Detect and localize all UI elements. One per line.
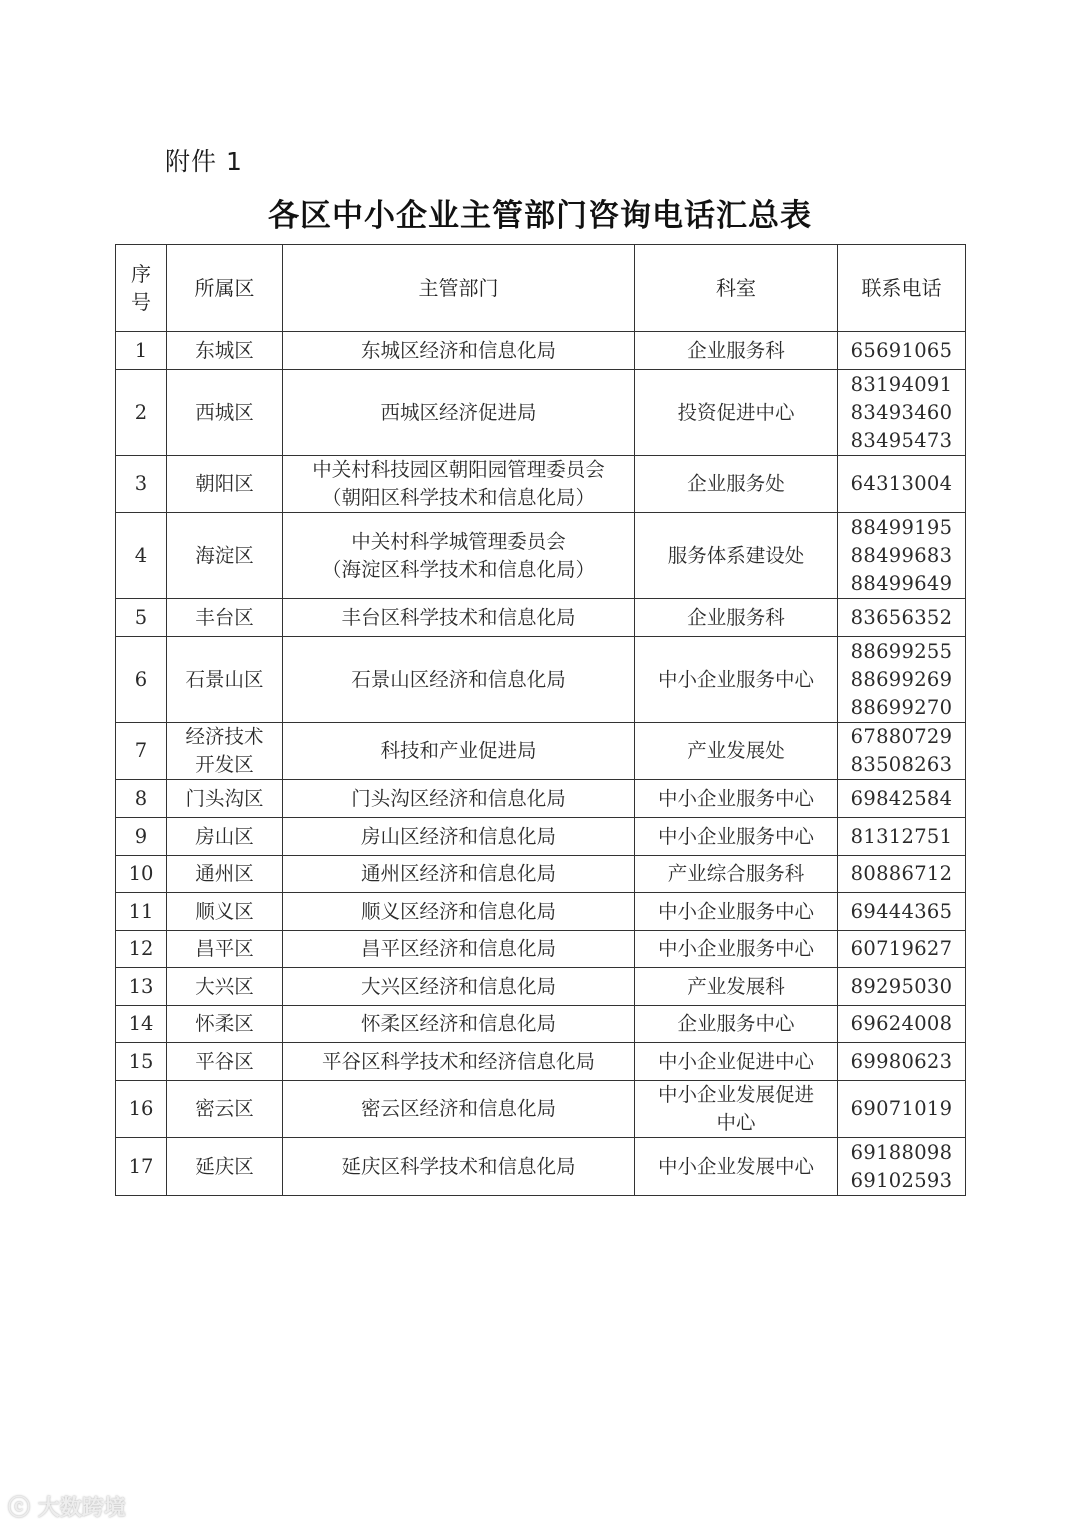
cell-office: 投资促进中心 — [635, 370, 838, 456]
cell-district: 丰台区 — [167, 599, 283, 637]
phone-number: 88499649 — [850, 571, 953, 595]
cell-phone — [838, 1006, 966, 1043]
phone-number: 69188098 — [850, 1140, 953, 1164]
table-row — [116, 1138, 966, 1196]
cell-index: 12 — [116, 931, 167, 968]
phone-number: 65691065 — [850, 338, 953, 362]
table-row — [116, 931, 966, 968]
cell-district: 门头沟区 — [167, 780, 283, 818]
cell-office: 中小企业服务中心 — [635, 780, 838, 818]
cell-department: 中关村科技园区朝阳园管理委员会 （朝阳区科学技术和信息化局） — [283, 456, 635, 513]
cell-office: 企业服务科 — [635, 332, 838, 370]
cell-phone — [838, 637, 966, 723]
header-phone: 联系电话 — [838, 245, 966, 332]
cell-phone — [838, 1081, 966, 1138]
cell-district: 石景山区 — [167, 637, 283, 723]
cell-department: 怀柔区经济和信息化局 — [283, 1006, 635, 1043]
cell-office: 中小企业服务中心 — [635, 931, 838, 968]
cell-phone — [838, 513, 966, 599]
cell-district: 通州区 — [167, 856, 283, 893]
cell-department: 房山区经济和信息化局 — [283, 818, 635, 856]
cell-index: 14 — [116, 1006, 167, 1043]
cell-phone — [838, 599, 966, 637]
cell-department: 丰台区科学技术和信息化局 — [283, 599, 635, 637]
cell-phone — [838, 332, 966, 370]
phone-number: 69102593 — [850, 1168, 953, 1192]
cell-office: 中小企业服务中心 — [635, 637, 838, 723]
phone-number: 69980623 — [850, 1049, 953, 1073]
table-row — [116, 370, 966, 456]
phone-number: 83508263 — [850, 753, 953, 776]
phone-number: 88699269 — [850, 667, 953, 691]
cell-office: 服务体系建设处 — [635, 513, 838, 599]
cell-department: 中关村科学城管理委员会 （海淀区科学技术和信息化局） — [283, 513, 635, 599]
cell-office: 中小企业服务中心 — [635, 818, 838, 856]
cell-department: 石景山区经济和信息化局 — [283, 637, 635, 723]
table-row — [116, 332, 966, 370]
cell-phone — [838, 723, 966, 780]
cell-phone — [838, 968, 966, 1006]
table-row — [116, 1006, 966, 1043]
table-row — [116, 599, 966, 637]
cell-index: 8 — [116, 780, 167, 818]
cell-phone — [838, 370, 966, 456]
phone-number: 83194091 — [850, 372, 953, 396]
cell-department: 平谷区科学技术和经济信息化局 — [283, 1043, 635, 1081]
table-row — [116, 968, 966, 1006]
watermark-text: 大数跨境 — [37, 1496, 126, 1521]
cell-district: 延庆区 — [167, 1138, 283, 1196]
phone-number: 88499195 — [850, 515, 953, 539]
header-department: 主管部门 — [283, 245, 635, 332]
cell-department: 门头沟区经济和信息化局 — [283, 780, 635, 818]
cell-office: 中小企业促进中心 — [635, 1043, 838, 1081]
cell-department: 东城区经济和信息化局 — [283, 332, 635, 370]
cell-index: 11 — [116, 893, 167, 931]
cell-office: 企业服务中心 — [635, 1006, 838, 1043]
cell-phone — [838, 1043, 966, 1081]
cell-index: 4 — [116, 513, 167, 599]
cell-office: 企业服务处 — [635, 456, 838, 513]
cell-office: 产业综合服务科 — [635, 856, 838, 893]
phone-number: 88499683 — [850, 543, 953, 567]
cell-index: 2 — [116, 370, 167, 456]
cell-department: 通州区经济和信息化局 — [283, 856, 635, 893]
table-row — [116, 856, 966, 893]
phone-number: 89295030 — [850, 974, 953, 998]
watermark-logo — [8, 1491, 126, 1522]
phone-number: 69071019 — [850, 1097, 953, 1120]
cell-office: 中小企业发展中心 — [635, 1138, 838, 1196]
phone-number: 81312751 — [850, 824, 953, 848]
contact-table — [115, 244, 966, 1196]
cell-district: 密云区 — [167, 1081, 283, 1138]
cell-index: 5 — [116, 599, 167, 637]
cell-office: 产业发展处 — [635, 723, 838, 780]
cell-district: 东城区 — [167, 332, 283, 370]
phone-number: 88699255 — [850, 639, 953, 663]
phone-number: 69624008 — [850, 1012, 953, 1035]
cell-district: 西城区 — [167, 370, 283, 456]
cell-index: 10 — [116, 856, 167, 893]
cell-office: 产业发展科 — [635, 968, 838, 1006]
phone-number: 60719627 — [850, 937, 953, 960]
table-row — [116, 1043, 966, 1081]
cell-index: 13 — [116, 968, 167, 1006]
cell-index: 6 — [116, 637, 167, 723]
cell-phone — [838, 856, 966, 893]
cell-district: 平谷区 — [167, 1043, 283, 1081]
cell-index: 17 — [116, 1138, 167, 1196]
cell-phone — [838, 931, 966, 968]
cell-phone — [838, 1138, 966, 1196]
phone-number: 83493460 — [850, 400, 953, 424]
table-row — [116, 637, 966, 723]
table-row — [116, 456, 966, 513]
cell-office: 中小企业发展促进 中心 — [635, 1081, 838, 1138]
cell-district: 房山区 — [167, 818, 283, 856]
phone-number: 88699270 — [850, 695, 953, 719]
table-body — [116, 332, 966, 1196]
cell-department: 昌平区经济和信息化局 — [283, 931, 635, 968]
phone-number: 69842584 — [850, 786, 953, 810]
phone-number: 83495473 — [850, 428, 953, 452]
cell-district: 顺义区 — [167, 893, 283, 931]
cell-department: 大兴区经济和信息化局 — [283, 968, 635, 1006]
cell-district: 怀柔区 — [167, 1006, 283, 1043]
cell-district: 昌平区 — [167, 931, 283, 968]
phone-number: 80886712 — [850, 862, 953, 885]
cell-phone — [838, 456, 966, 513]
phone-number: 67880729 — [850, 725, 953, 748]
cell-district: 大兴区 — [167, 968, 283, 1006]
cell-index: 1 — [116, 332, 167, 370]
cell-index: 9 — [116, 818, 167, 856]
cell-department: 密云区经济和信息化局 — [283, 1081, 635, 1138]
cell-district: 朝阳区 — [167, 456, 283, 513]
table-row — [116, 780, 966, 818]
cell-index: 15 — [116, 1043, 167, 1081]
table-row — [116, 513, 966, 599]
cell-department: 顺义区经济和信息化局 — [283, 893, 635, 931]
attachment-label: 附件 1 — [165, 147, 243, 176]
table-row — [116, 1081, 966, 1138]
phone-number: 64313004 — [850, 472, 953, 495]
watermark-icon: ⓒ — [8, 1496, 31, 1521]
phone-number: 69444365 — [850, 899, 953, 923]
cell-office: 企业服务科 — [635, 599, 838, 637]
cell-department: 科技和产业促进局 — [283, 723, 635, 780]
header-office: 科室 — [635, 245, 838, 332]
document-title: 各区中小企业主管部门咨询电话汇总表 — [268, 198, 812, 234]
cell-index: 3 — [116, 456, 167, 513]
cell-index: 7 — [116, 723, 167, 780]
table-header-row — [116, 245, 966, 332]
phone-number: 83656352 — [850, 605, 953, 629]
cell-district: 海淀区 — [167, 513, 283, 599]
header-index: 序 号 — [116, 245, 167, 332]
cell-department: 延庆区科学技术和信息化局 — [283, 1138, 635, 1196]
header-district: 所属区 — [167, 245, 283, 332]
cell-index: 16 — [116, 1081, 167, 1138]
cell-department: 西城区经济促进局 — [283, 370, 635, 456]
table-row — [116, 818, 966, 856]
cell-district: 经济技术 开发区 — [167, 723, 283, 780]
table-row — [116, 723, 966, 780]
cell-phone — [838, 818, 966, 856]
cell-phone — [838, 780, 966, 818]
table-row — [116, 893, 966, 931]
cell-phone — [838, 893, 966, 931]
cell-office: 中小企业服务中心 — [635, 893, 838, 931]
